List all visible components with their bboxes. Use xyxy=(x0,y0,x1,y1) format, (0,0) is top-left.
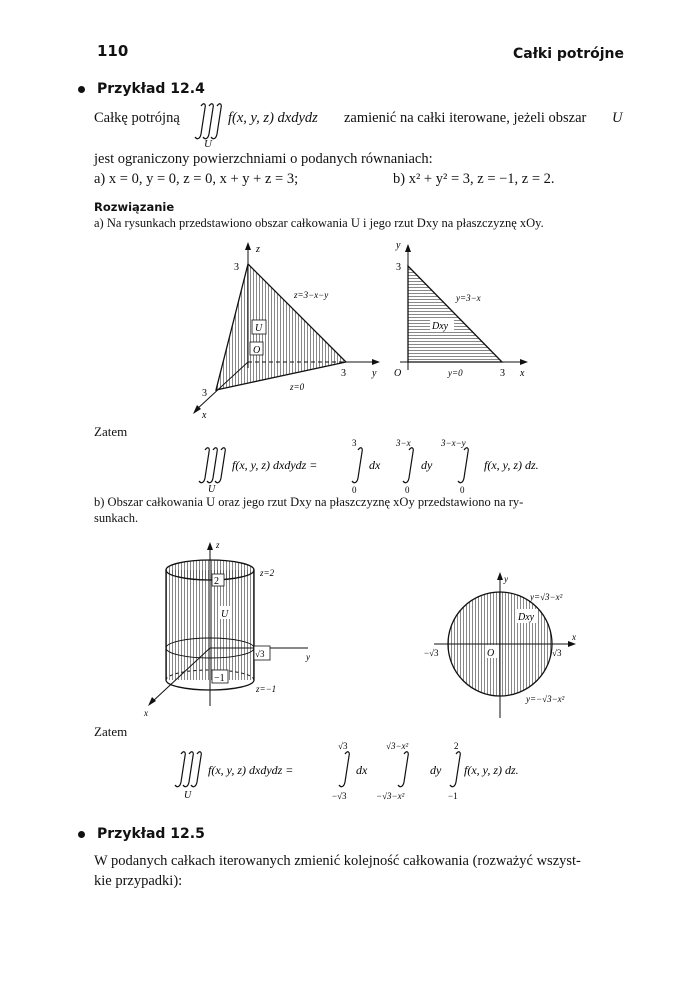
example-12-5-heading xyxy=(78,826,205,842)
y-tick-3: 3 xyxy=(341,368,346,379)
b-integral-3-icon xyxy=(450,752,460,787)
top-plane-label: z=2 xyxy=(260,568,275,578)
right-y-axis-arrow-icon xyxy=(405,244,411,252)
z-tick-3: 3 xyxy=(234,262,239,273)
integral-2-icon xyxy=(403,448,413,483)
tetrahedron-face xyxy=(216,264,346,390)
intro-line-2: jest ograniczony powierzchniami o podanych równaniach: xyxy=(94,151,433,167)
right-y-axis-label: y xyxy=(396,240,401,251)
triple-integral-symbol xyxy=(192,102,232,148)
limit2-bottom: 0 xyxy=(405,485,410,494)
b-dxy-label: Dxy xyxy=(518,612,535,623)
chapter-title: Całki potrójne xyxy=(512,46,624,62)
example-12-4-heading xyxy=(78,81,205,97)
limit2-top: 3−x xyxy=(396,438,411,448)
b-d1: dx xyxy=(356,763,368,777)
limit3-top: 3−x−y xyxy=(441,438,466,448)
pos-radius: √3 xyxy=(552,648,562,658)
origin-label: O xyxy=(253,345,261,356)
z-axis-label: z xyxy=(256,244,260,255)
region-u-label: U xyxy=(255,323,263,334)
base-label: z=0 xyxy=(290,382,305,392)
b-right-y-axis-label: y xyxy=(504,574,508,584)
bottom-curve-label: y=−√3−x² xyxy=(526,694,565,704)
figure-b xyxy=(138,536,608,720)
integrand-a: f(x, y, z) dz. xyxy=(484,458,539,472)
b-origin-label: O xyxy=(487,648,495,659)
right-x-axis-label: x xyxy=(520,368,525,379)
top-value: 2 xyxy=(214,576,219,587)
figure-b-right xyxy=(424,572,576,718)
z-axis-arrow-icon xyxy=(245,242,251,250)
top-curve-label: y=√3−x² xyxy=(530,592,563,602)
intro-region-u: U xyxy=(612,110,623,126)
right-x-axis-arrow-icon xyxy=(520,359,528,365)
intro-line-before: Całkę potrójną xyxy=(94,110,180,126)
zatem-label: Zatem xyxy=(94,424,128,439)
dxy-label: Dxy xyxy=(432,321,449,332)
x-tick-3: 3 xyxy=(202,388,207,399)
formula-b-region: U xyxy=(184,790,192,801)
b-y-axis-label: y xyxy=(306,652,310,662)
figure-a-left xyxy=(193,242,380,420)
b-z-axis-label: z xyxy=(216,540,220,550)
b-limit3-bottom: −1 xyxy=(448,791,458,801)
integral-1-icon xyxy=(352,448,362,483)
formula-a-triple-integral xyxy=(199,448,225,483)
figure-a-right xyxy=(394,240,528,379)
line-label: y=3−x xyxy=(456,293,481,303)
plane-label: z=3−x−y xyxy=(294,290,329,300)
y-axis-label: y xyxy=(372,368,377,379)
formula-a-region: U xyxy=(208,484,216,494)
limit3-bottom: 0 xyxy=(460,485,465,494)
right-base-label: y=0 xyxy=(448,368,463,378)
bullet-icon xyxy=(78,86,85,93)
b-integral-2-icon xyxy=(398,752,408,787)
b-limit1-bottom: −√3 xyxy=(332,791,347,801)
example-12-5-line-2: kie przypadki): xyxy=(94,873,183,889)
solution-a-text: a) Na rysunkach przedstawiono obszar całkowania U i jego rzut Dxy na płaszczyznę xOy. xyxy=(94,216,544,230)
example-12-5-line-1: W podanych całkach iterowanych zmienić kolejność całkowania (rozważyć wszyst- xyxy=(94,853,581,869)
case-b: b) x² + y² = 3, z = −1, z = 2. xyxy=(393,171,555,187)
b-x-axis-arrow-icon xyxy=(148,697,156,706)
example-12-4-title: Przykład 12.4 xyxy=(97,81,205,97)
limit1-bottom: 0 xyxy=(352,485,357,494)
d1: dx xyxy=(369,458,381,472)
b-d2: dy xyxy=(430,763,442,777)
b-limit3-top: 2 xyxy=(454,741,459,751)
bottom-plane-label: z=−1 xyxy=(256,684,277,694)
right-origin-label: O xyxy=(394,368,402,379)
b-right-x-axis-label: x xyxy=(572,632,576,642)
page-number: 110 xyxy=(97,42,129,60)
neg-radius: −√3 xyxy=(424,648,439,658)
svg-text:U: U xyxy=(204,138,212,148)
b-limit1-top: √3 xyxy=(338,741,348,751)
b-radius: √3 xyxy=(255,649,265,659)
b-x-axis-label: x xyxy=(144,708,148,718)
x-axis-label: x xyxy=(202,410,207,420)
intro-line-after: zamienić na całki iterowane, jeżeli obszar xyxy=(344,110,587,126)
bullet-icon xyxy=(78,831,85,838)
b-region-u: U xyxy=(221,609,229,620)
limit1-top: 3 xyxy=(352,438,357,448)
solution-b-line-1: b) Obszar całkowania U oraz jego rzut Dxy na płaszczyznę xOy przedstawiono na ry- xyxy=(94,495,524,509)
right-y-tick-3: 3 xyxy=(396,262,401,273)
intro-integrand: f(x, y, z) dxdydz xyxy=(228,110,318,126)
b-z-axis-arrow-icon xyxy=(207,542,213,550)
b-integral-1-icon xyxy=(339,752,349,787)
d2: dy xyxy=(421,458,433,472)
b-limit2-top: √3−x² xyxy=(386,741,409,751)
b-right-y-axis-arrow-icon xyxy=(497,572,503,580)
zatem-label-2: Zatem xyxy=(94,724,128,739)
formula-a xyxy=(196,438,556,494)
case-a: a) x = 0, y = 0, z = 0, x + y + z = 3; xyxy=(94,171,299,187)
formula-b-lhs: f(x, y, z) dxdydz = xyxy=(208,763,294,777)
solution-b-line-2: sunkach. xyxy=(94,511,139,525)
formula-b xyxy=(172,738,552,802)
integrand-b: f(x, y, z) dz. xyxy=(464,763,519,777)
formula-a-lhs: f(x, y, z) dxdydz = xyxy=(232,458,318,472)
figure-a xyxy=(186,238,546,420)
solution-label: Rozwiązanie xyxy=(94,200,175,214)
right-x-tick-3: 3 xyxy=(500,368,505,379)
formula-b-triple-integral xyxy=(175,752,201,787)
b-limit2-bottom: −√3−x² xyxy=(376,791,405,801)
dxy-triangle xyxy=(408,266,502,362)
bottom-value: −1 xyxy=(214,673,225,684)
y-axis-arrow-icon xyxy=(372,359,380,365)
figure-b-left xyxy=(143,540,310,718)
integral-3-icon xyxy=(458,448,468,483)
example-12-5-title: Przykład 12.5 xyxy=(97,826,205,842)
